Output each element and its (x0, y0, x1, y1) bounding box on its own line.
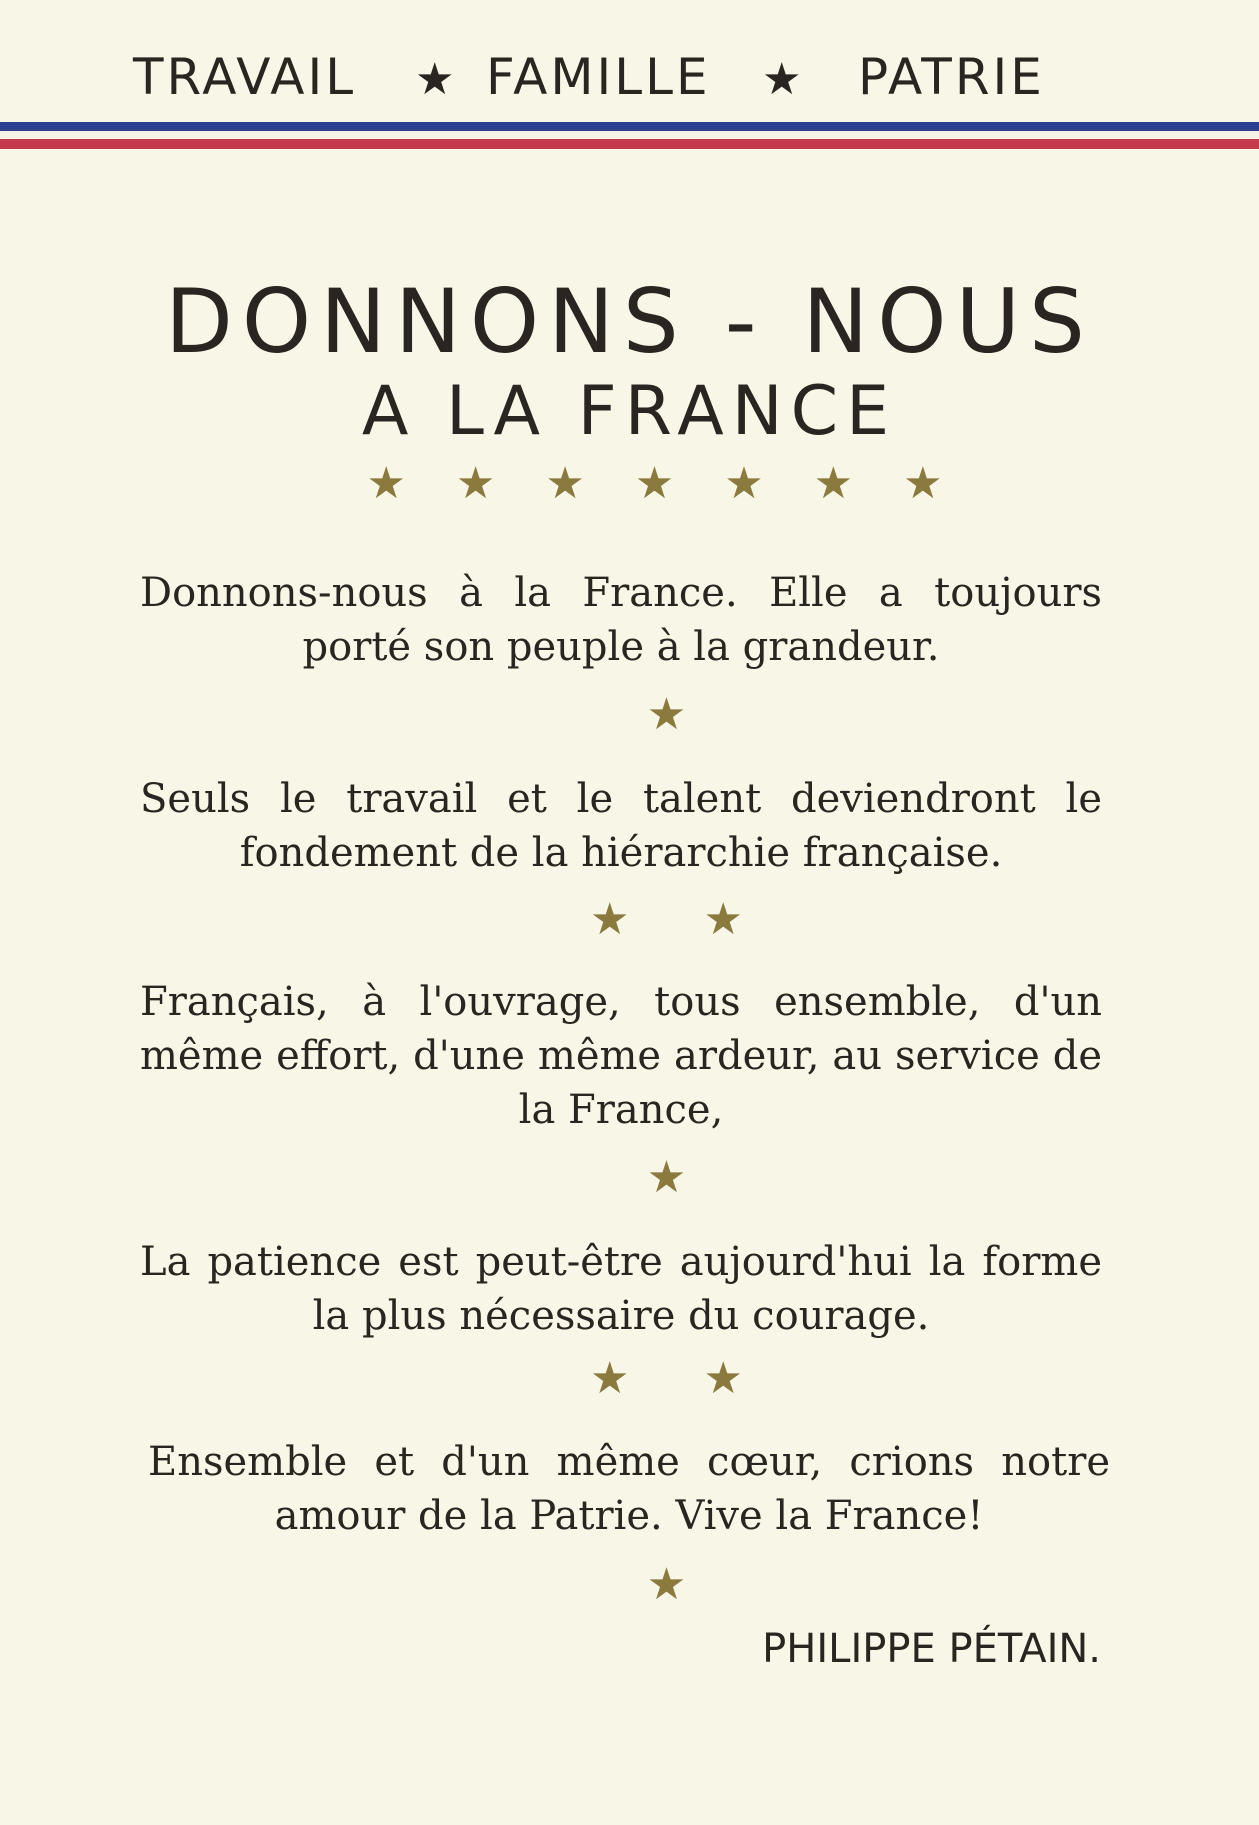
title-stars-icon: ★★★★★★★ (366, 458, 993, 509)
tricolor-white-stripe (0, 131, 1259, 139)
separator-star-icon: ★ (646, 689, 761, 740)
motto-header (0, 48, 1259, 118)
motto-star-icon: ★ (415, 54, 458, 105)
paragraph-4: La patience est peut-être aujourd'hui la forme la plus nécessaire du courage. (140, 1239, 1102, 1339)
separator-two-stars-icon: ★★ (590, 894, 817, 945)
paragraph-1: Donnons-nous à la France. Elle a toujours porté son peuple à la grandeur. (140, 570, 1102, 670)
paragraph-2: Seuls le travail et le talent deviendront le fondement de la hiérarchie française. (140, 776, 1102, 876)
separator-star-icon: ★ (646, 1152, 761, 1203)
title-line-2: A LA FRANCE (361, 372, 898, 451)
motto-word-patrie: PATRIE (858, 48, 1045, 106)
separator-two-stars-icon: ★★ (590, 1353, 817, 1404)
motto-word-travail: TRAVAIL (133, 48, 357, 106)
paragraph-5: Ensemble et d'un même cœur, crions notre amour de la Patrie. Vive la France! (148, 1439, 1110, 1539)
motto-word-famille: FAMILLE (486, 48, 711, 106)
signature: PHILIPPE PÉTAIN. (762, 1626, 1101, 1672)
motto-star-icon: ★ (762, 54, 805, 105)
tricolor-red-stripe (0, 139, 1259, 149)
tricolor-blue-stripe (0, 122, 1259, 131)
title-line-1: DONNONS - NOUS (165, 270, 1094, 373)
separator-star-icon: ★ (646, 1559, 761, 1610)
paragraph-3: Français, à l'ouvrage, tous ensemble, d'un même effort, d'une même ardeur, au service de la France, (140, 979, 1102, 1133)
